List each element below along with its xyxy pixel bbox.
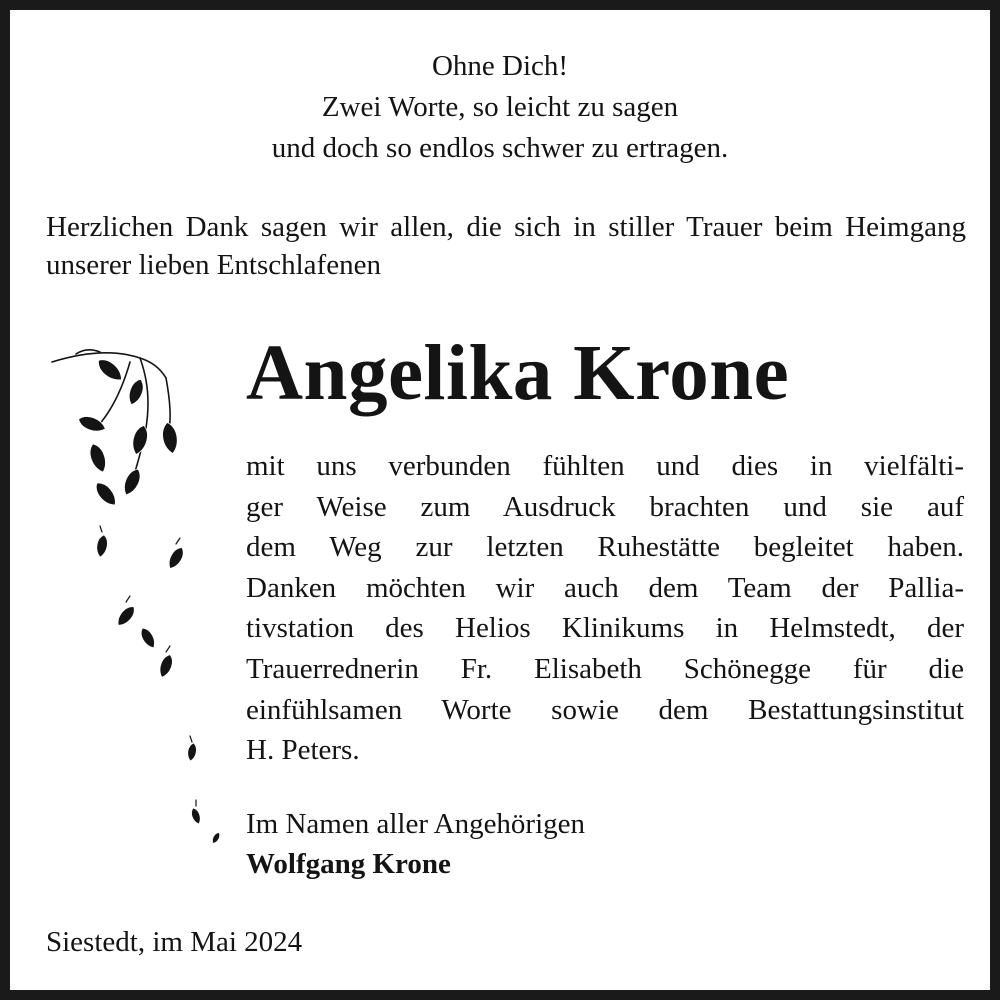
body-line: dem Weg zur letzten Ruhestätte begleitet haben. xyxy=(246,531,964,564)
body-line: ger Weise zum Ausdruck brachten und sie auf xyxy=(246,490,964,523)
body-line: Danken möchten wir auch dem Team der Pallia- xyxy=(246,571,964,604)
falling-leaves-branch-icon xyxy=(40,340,220,860)
poem xyxy=(10,46,990,169)
body-text xyxy=(246,446,964,771)
body-line: Trauerrednerin Fr. Elisabeth Schönegge für die xyxy=(246,652,964,685)
body-line: mit uns verbunden fühlten und dies in vielfälti- xyxy=(246,450,964,482)
poem-line-2: Zwei Worte, so leicht zu sagen xyxy=(321,91,679,123)
body-line: einfühlsamen Worte sowie dem Bestattungsinstitut xyxy=(246,693,964,726)
signature-block xyxy=(246,804,585,884)
body-line: H. Peters. xyxy=(246,734,360,767)
poem-line-3: und doch so endlos schwer zu ertragen. xyxy=(271,132,729,164)
place-date: Siestedt, im Mai 2024 xyxy=(46,926,303,958)
thanks-text: Herzlichen Dank sagen wir allen, die sich in stiller Trauer beim Heimgang unserer lieben Entschlafenen xyxy=(46,211,966,281)
signature-name: Wolfgang Krone xyxy=(246,848,451,880)
signature-intro: Im Namen aller Angehörigen xyxy=(246,808,586,840)
body-line: tivstation des Helios Klinikums in Helmstedt, der xyxy=(246,612,964,645)
deceased-name: Angelika Krone xyxy=(246,330,790,417)
poem-line-1: Ohne Dich! xyxy=(431,50,569,82)
